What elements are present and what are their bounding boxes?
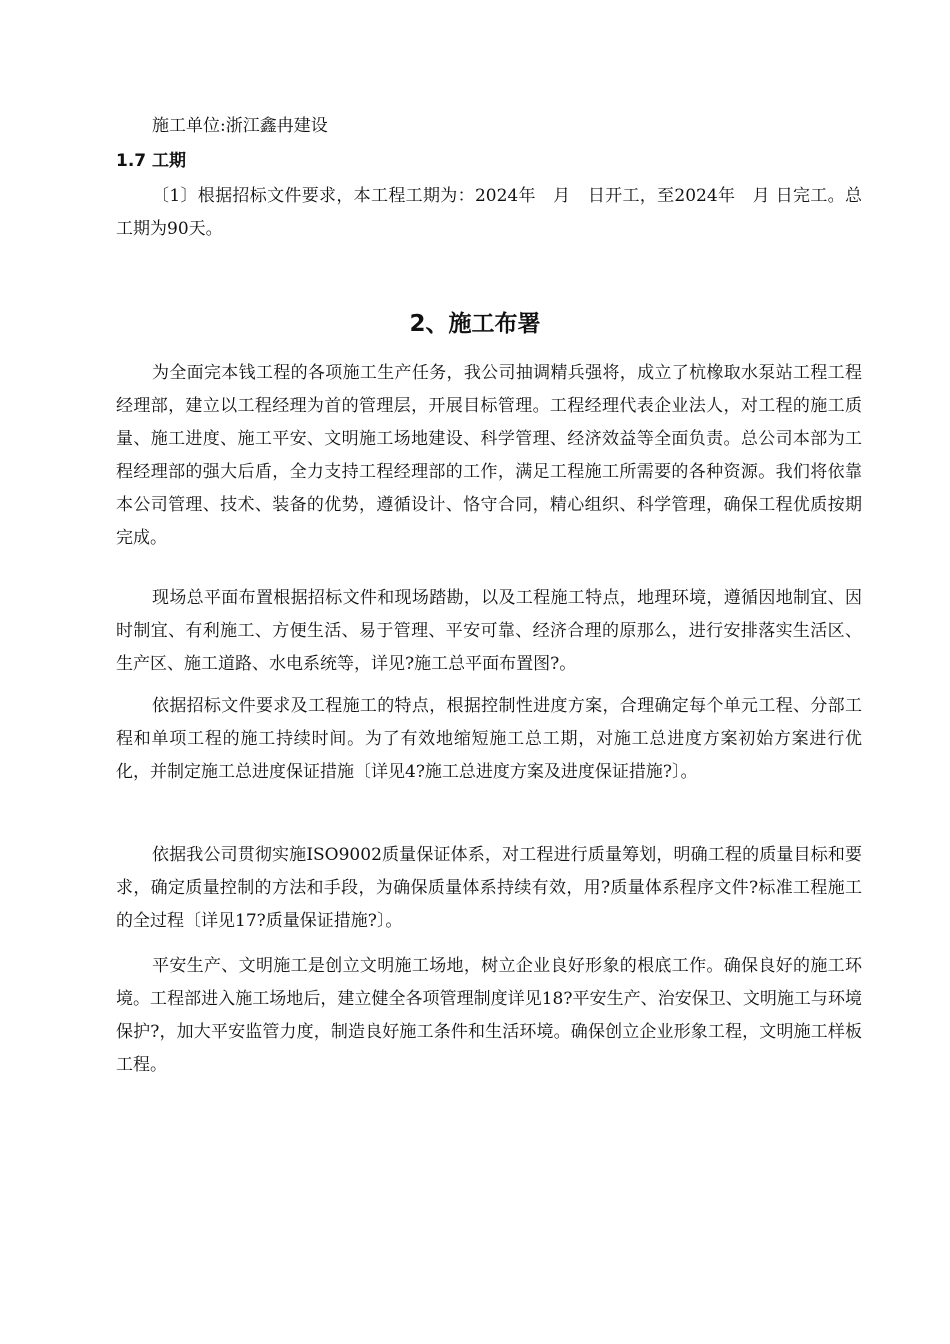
construction-unit-line: 施工单位:浙江鑫冉建设 (152, 116, 328, 136)
section-1-7-title: 1.7 工期 (116, 151, 187, 171)
paragraph-safety: 平安生产、文明施工是创立文明施工场地，树立企业良好形象的根底工作。确保良好的施工环境。工程部进入施工场地后，建立健全各项管理制度详见18?平安生产、治安保卫、文明施工与环境保护?，加大平安监管力度，制造良好施工条件和生活环境。确保创立企业形象工程，文明施工样板工程。 (116, 956, 862, 1075)
paragraph-schedule-plan: 依据招标文件要求及工程施工的特点，根据控制性进度方案，合理确定每个单元工程、分部工程和单项工程的施工持续时间。为了有效地缩短施工总工期，对施工总进度方案初始方案进行优化，并制定施工总进度保证措施〔详见4?施工总进度方案及进度保证措施?〕。 (116, 696, 862, 782)
section-2-title: 2、施工布署 (409, 311, 541, 337)
paragraph-overview: 为全面完本钱工程的各项施工生产任务，我公司抽调精兵强将，成立了杭橡取水泵站工程工程经理部，建立以工程经理为首的管理层，开展目标管理。工程经理代表企业法人，对工程的施工质量、施工进度、施工平安、文明施工场地建设、科学管理、经济效益等全面负责。总公司本部为工程经理部的强大后盾，全力支持工程经理部的工作，满足工程施工所需要的各种资源。我们将依靠本公司管理、技术、装备的优势，遵循设计、恪守合同，精心组织、科学管理，确保工程优质按期完成。 (116, 363, 862, 548)
schedule-paragraph: 〔1〕根据招标文件要求，本工程工期为：2024年 月 日开工，至2024年 月 日完工。总工期为90天。 (116, 186, 862, 239)
paragraph-site-layout: 现场总平面布置根据招标文件和现场踏勘，以及工程施工特点，地理环境，遵循因地制宜、因时制宜、有利施工、方便生活、易于管理、平安可靠、经济合理的原那么，进行安排落实生活区、生产区、施工道路、水电系统等，详见?施工总平面布置图?。 (116, 588, 862, 674)
paragraph-quality: 依据我公司贯彻实施ISO9002质量保证体系，对工程进行质量筹划，明确工程的质量目标和要求，确定质量控制的方法和手段，为确保质量体系持续有效，用?质量体系程序文件?标准工程施工的全过程〔详见17?质量保证措施?〕。 (116, 845, 862, 931)
